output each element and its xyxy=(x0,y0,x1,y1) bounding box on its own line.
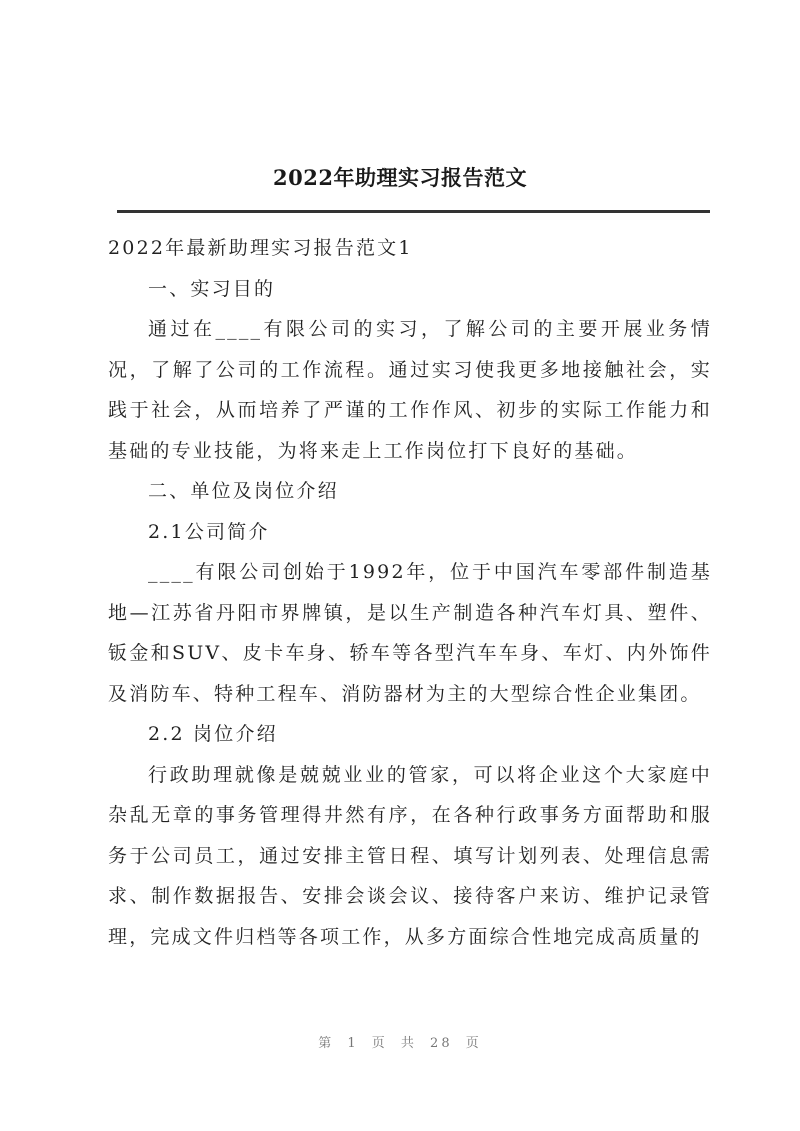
subsection-heading: 一、实习目的 xyxy=(148,277,276,300)
subsection-heading: 二、单位及岗位介绍 xyxy=(148,480,339,502)
title-divider xyxy=(117,210,710,213)
document-title: 2022年助理实习报告范文 xyxy=(273,165,527,190)
body-paragraph: 行政助理就像是兢兢业业的管家，可以将企业这个大家庭中杂乱无章的事务管理得井然有序，在各种行政事务方面帮助和服务于公司员工，通过安排主管日程、填写计划列表、处理信息需求、制作数据报告、安排会谈会议、接待客户来访、维护记录管理，完成文件归档等各项工作，从多方面综合性地完成高质量的 xyxy=(108,763,712,948)
body-paragraph: 通过在____有限公司的实习，了解公司的主要开展业务情况，了解了公司的工作流程。通过实习使我更多地接触社会，实践于社会，从而培养了严谨的工作作风、初步的实际工作能力和基础的专业技能，为将来走上工作岗位打下良好的基础。 xyxy=(108,318,712,462)
document-body xyxy=(108,228,712,957)
body-paragraph: ____有限公司创始于1992年，位于中国汽车零部件制造基地—江苏省丹阳市界牌镇，是以生产制造各种汽车灯具、塑件、钣金和SUV、皮卡车身、轿车等各型汽车车身、车灯、内外饰件及消防车、特种工程车、消防器材为主的大型综合性企业集团。 xyxy=(108,561,712,705)
section-heading: 2022年最新助理实习报告范文1 xyxy=(108,237,413,259)
subsection-heading: 2.1公司简介 xyxy=(148,520,270,543)
subsection-heading: 2.2 岗位介绍 xyxy=(148,723,278,745)
page-number-footer: 第 1 页 共 28 页 xyxy=(318,1036,482,1051)
